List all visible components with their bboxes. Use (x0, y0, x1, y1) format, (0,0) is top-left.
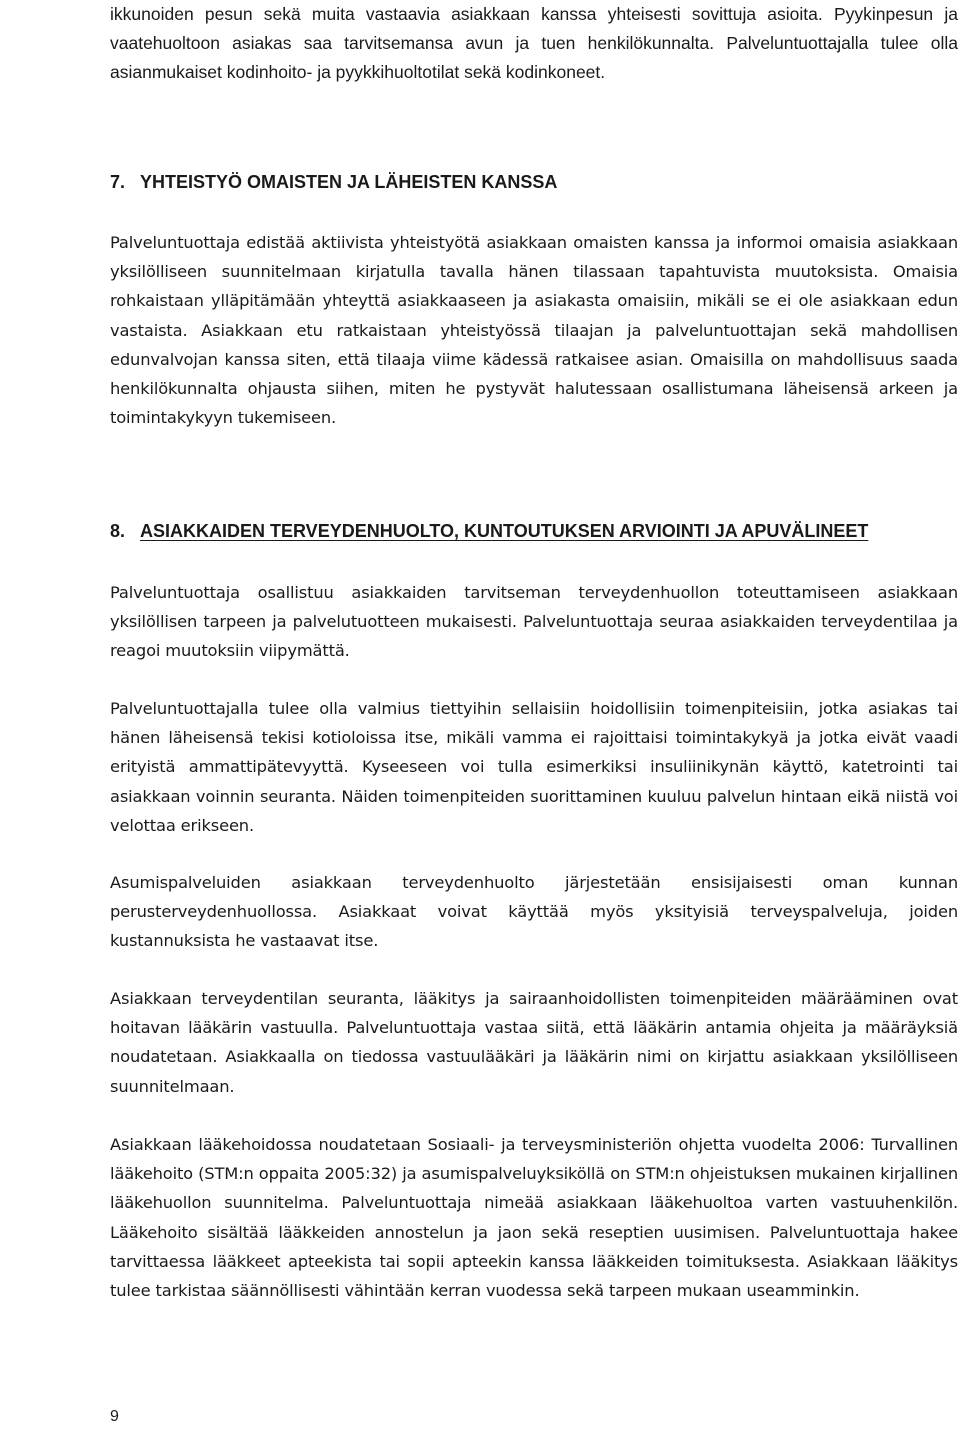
section-7-number: 7. (110, 172, 126, 192)
section-8-paragraph-3: Asumispalveluiden asiakkaan terveydenhuolto järjestetään ensisijaisesti oman kunnan perusterveydenhuollossa. Asiakkaat voivat käyttää myös yksityisiä terveyspalveluja, joiden kustannuksista he vastaavat itse. (110, 873, 958, 951)
page-number: 9 (110, 1408, 119, 1425)
section-7-paragraph-1: Palveluntuottaja edistää aktiivista yhteistyötä asiakkaan omaisten kanssa ja informoi omaisia asiakkaan yksilölliseen suunnitelmaan kirjatulla tavalla hänen tilassaan tapahtuvista muutoksista. Omaisia rohkaistaan ylläpitämään yhteyttä asiakkaaseen ja asiakasta omaisiin, mikäli se ei ole asiakkaan edun vastaista. Asiakkaan etu ratkaistaan yhteistyössä tilaajan ja palveluntuottajan sekä mahdollisen edunvalvojan kanssa siten, että tilaaja viime kädessä ratkaisee asian. Omaisilla on mahdollisuus saada henkilökunnalta ohjausta siihen, miten he pystyvät halutessaan osallistumana läheisensä arkeen ja toimintakykyyn tukemiseen. (110, 233, 958, 428)
section-8-title: ASIAKKAIDEN TERVEYDENHUOLTO, KUNTOUTUKSEN ARVIOINTI JA APUVÄLINEET (140, 521, 869, 541)
continued-paragraph: ikkunoiden pesun sekä muita vastaavia asiakkaan kanssa yhteisesti sovittuja asioita. Pyykinpesun ja vaatehuoltoon asiakas saa tarvitsemansa avun ja tuen henkilökunnalta. Palveluntuottajalla tulee olla asianmukaiset kodinhoito- ja pyykkihuoltotilat sekä kodinkoneet. (110, 4, 958, 82)
section-8-paragraph-4: Asiakkaan terveydentilan seuranta, lääkitys ja sairaanhoidollisten toimenpiteiden määrääminen ovat hoitavan lääkärin vastuulla. Palveluntuottaja vastaa siitä, että lääkärin antamia ohjeita ja määräyksiä noudatetaan. Asiakkaalla on tiedossa vastuulääkäri ja lääkärin nimi on kirjattu asiakkaan yksilölliseen suunnitelmaan. (110, 989, 958, 1096)
section-8-paragraph-2: Palveluntuottajalla tulee olla valmius tiettyihin sellaisiin hoidollisiin toimenpiteisiin, jotka asiakas tai hänen läheisensä tekisi kotioloissa itse, mikäli vamma ei rajoittaisi toimintakykyä ja jotka eivät vaadi erityistä ammattipätevyyttä. Kyseeseen voi tulla esimerkiksi insuliinikynän käyttö, katetrointi tai asiakkaan voinnin seuranta. Näiden toimenpiteiden suorittaminen kuuluu palvelun hintaan eikä niistä voi velottaa erikseen. (110, 699, 958, 835)
section-8-number: 8. (110, 521, 126, 541)
section-7-heading (110, 172, 557, 193)
section-8-heading (110, 521, 868, 542)
section-8-paragraph-5: Asiakkaan lääkehoidossa noudatetaan Sosiaali- ja terveysministeriön ohjetta vuodelta 2006: Turvallinen lääkehoito (STM:n oppaita 2005:32) ja asumispalveluyksiköllä on STM:n ohjeistuksen mukainen kirjallinen lääkehuollon suunnitelma. Palveluntuottaja nimeää asiakkaan lääkehuoltoa varten vastuuhenkilön. Lääkehoito sisältää lääkkeiden annostelun ja jaon sekä reseptien uusimisen. Palveluntuottaja hakee tarvittaessa lääkkeet apteekista tai sopii apteekin kanssa lääkkeiden toimituksesta. Asiakkaan lääkitys tulee tarkistaa säännöllisesti vähintään kerran vuodessa sekä tarpeen mukaan useamminkin. (110, 1135, 958, 1301)
section-8-paragraph-1: Palveluntuottaja osallistuu asiakkaiden tarvitseman terveydenhuollon toteuttamiseen asiakkaan yksilöllisen tarpeen ja palvelutuotteen mukaisesti. Palveluntuottaja seuraa asiakkaiden terveydentilaa ja reagoi muutoksiin viipymättä. (110, 583, 958, 661)
section-7-title: YHTEISTYÖ OMAISTEN JA LÄHEISTEN KANSSA (140, 172, 558, 192)
